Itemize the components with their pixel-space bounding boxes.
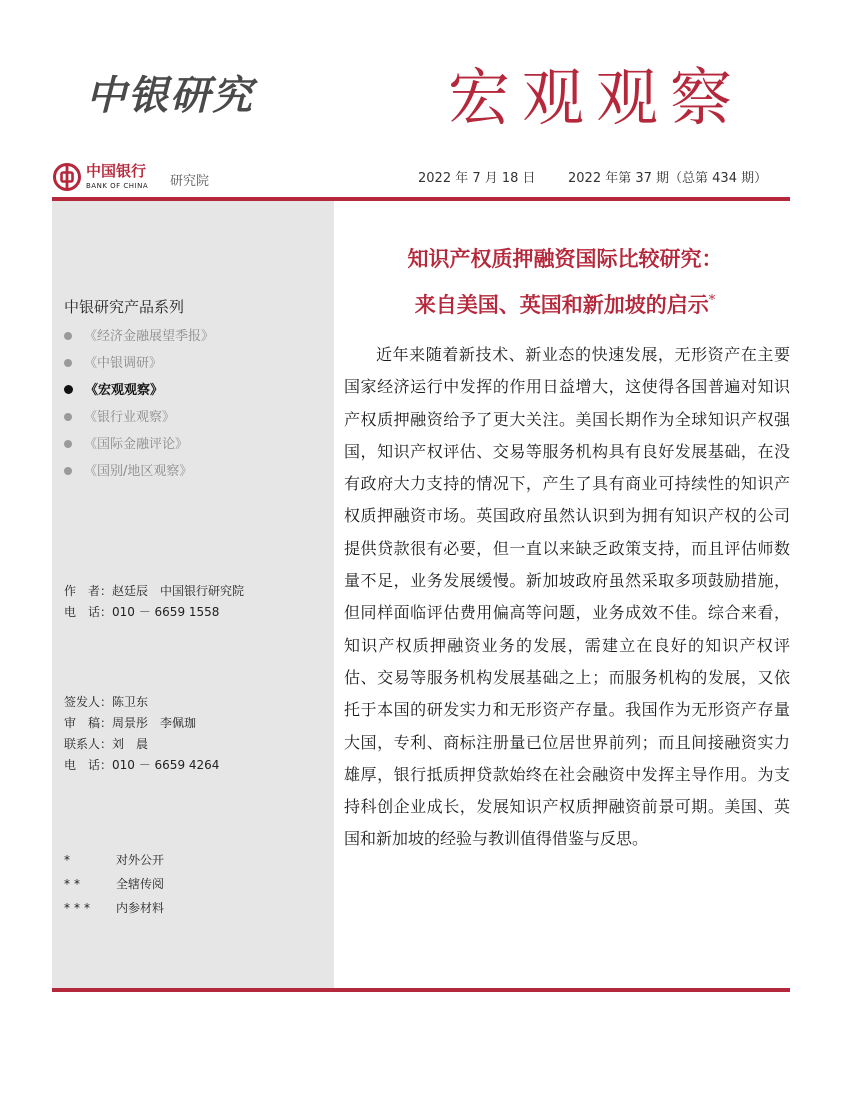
author-phone-row [64,602,244,623]
contact-row [64,734,219,755]
bullet-icon [64,467,72,475]
legend-stars: ** [64,877,84,891]
author-org: 中国银行研究院 [160,584,245,598]
article-abstract: 近年来随着新技术、新业态的快速发展，无形资产在主要国家经济运行中发挥的作用日益增大，这使得各国普遍对知识产权质押融资给予了更大关注。美国长期作为全球知识产权强国，知识产权评估、交易等服务机构具有良好发展基础，在没有政府大力支持的情况下，产生了具有商业可持续性的知识产权质押融资市场。英国政府虽然认识到为拥有知识产权的公司提供贷款很有必要，但一直以来缺乏政策支持，而且评估师数量不足，业务发展缓慢。新加坡政府虽然采取多项鼓励措施，但同样面临评估费用偏高等问题，业务成效不佳。综合来看，知识产权质押融资业务的发展，需建立在良好的知识产权评估、交易等服务机构发展基础之上；而服务机构的发展，又依托于本国的研发实力和无形资产存量。我国作为无形资产存量大国，专利、商标注册量已位居世界前列；而且间接融资实力雄厚，银行抵质押贷款始终在社会融资中发挥主导作用。为支持科创企业成长，发展知识产权质押融资前景可期。美国、英国和新加坡的经验与教训值得借鉴与反思。 [344,345,790,849]
legend-stars: *** [64,901,94,915]
bullet-icon [64,385,73,394]
footer-rule [52,988,790,992]
author-row [64,581,244,602]
article-title-line2 [340,289,790,319]
series-item-label: 《国际金融评论》 [84,437,189,452]
series-item-label: 《经济金融展望季报》 [84,329,215,344]
series-item-label: 《中银调研》 [84,356,163,371]
contact-label: 联系人： [64,737,113,751]
issue-date: 2022 年 7 月 18 日 [418,171,536,186]
footnote-mark: * [708,293,716,308]
distribution-legend [64,848,164,920]
bank-name-cn: 中国银行 [86,162,147,180]
series-item [64,434,214,461]
bullet-icon [64,440,72,448]
series-item [64,353,214,380]
reviewer-names: 周景彤 李佩珈 [112,716,197,730]
calligraphy-logo: 中银研究 [86,72,254,119]
signer-label: 签发人： [64,695,113,709]
contact-name: 刘 晨 [112,737,149,751]
legend-item [64,896,164,920]
series-title: 中银研究产品系列 [64,298,185,316]
legend-item [64,848,164,872]
phone-label: 电 话： [64,758,113,772]
series-list [64,326,214,488]
legend-label: 全辖传阅 [116,877,165,891]
author-phone: 010 － 6659 1558 [112,605,220,619]
contact-phone-row [64,755,219,776]
author-name: 赵廷辰 [112,584,149,598]
bank-of-china-logo-icon [53,163,81,191]
phone-label: 电 话： [64,605,113,619]
reviewer-label: 审 稿： [64,716,113,730]
bullet-icon [64,332,72,340]
series-item [64,326,214,353]
issue-number: 2022 年第 37 期（总第 434 期） [568,171,768,186]
series-item-label: 《宏观观察》 [85,383,164,398]
author-label: 作 者： [64,584,113,598]
bullet-icon [64,359,72,367]
signer-name: 陈卫东 [112,695,149,709]
author-block [64,581,244,623]
series-item-active [64,380,214,407]
series-item [64,407,214,434]
masthead-title: 宏观观察 [448,61,745,134]
legend-label: 内参材料 [116,901,165,915]
bullet-icon [64,413,72,421]
contact-block [64,692,219,776]
contact-phone: 010 － 6659 4264 [112,758,220,772]
legend-item [64,872,164,896]
article-title-text: 来自美国、英国和新加坡的启示 [414,292,709,317]
legend-label: 对外公开 [116,853,165,867]
institute-label: 研究院 [170,174,210,189]
reviewer-row [64,713,219,734]
signer-row [64,692,219,713]
article-title-line1: 知识产权质押融资国际比较研究： [407,246,723,271]
series-item [64,461,214,488]
legend-stars: * [64,853,74,867]
series-item-label: 《国别/地区观察》 [84,464,193,479]
series-item-label: 《银行业观察》 [84,410,176,425]
bank-name-en: BANK OF CHINA [86,182,149,190]
